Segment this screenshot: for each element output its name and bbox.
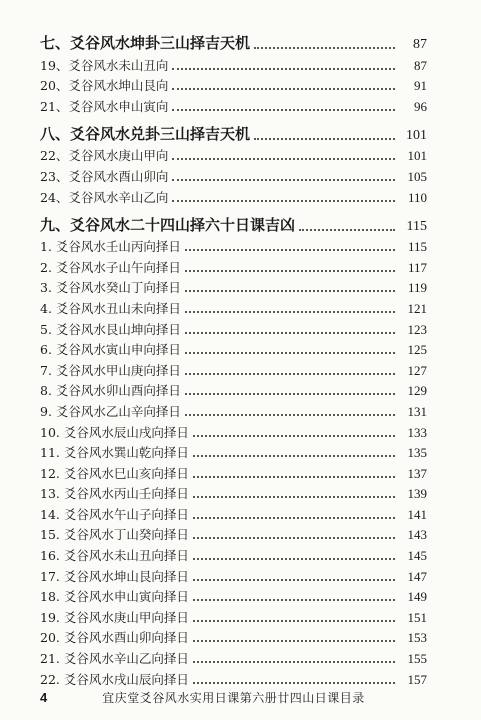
- toc-page-number: 151: [407, 609, 427, 625]
- toc-label: 16. 爻谷风水未山丑向择日: [40, 548, 189, 564]
- toc-page-number: 91: [414, 78, 427, 94]
- toc-page-number: 143: [407, 527, 427, 543]
- toc-label: 22、爻谷风水庚山甲向: [40, 148, 169, 164]
- dot-leader: [172, 179, 395, 181]
- toc-entry[interactable]: [40, 379, 427, 400]
- toc-label: 七、爻谷风水坤卦三山择吉天机: [40, 34, 251, 52]
- toc-page-number: 153: [407, 630, 427, 646]
- toc-label: 7. 爻谷风水甲山庚向择日: [40, 362, 181, 378]
- dot-leader: [185, 373, 395, 375]
- toc-label: 22. 爻谷风水戌山辰向择日: [40, 671, 189, 687]
- dot-leader: [172, 109, 395, 111]
- dot-leader: [185, 352, 395, 354]
- toc-label: 3. 爻谷风水癸山丁向择日: [40, 280, 181, 296]
- toc-label: 13. 爻谷风水丙山壬向择日: [40, 486, 189, 502]
- toc-label: 9. 爻谷风水乙山辛向择日: [40, 403, 181, 419]
- dot-leader: [193, 599, 395, 601]
- dot-leader: [193, 620, 395, 622]
- toc-page-number: 115: [406, 218, 427, 234]
- toc-entry[interactable]: [40, 144, 427, 165]
- toc-section[interactable]: [40, 119, 427, 144]
- toc-label: 20. 爻谷风水酉山卯向择日: [40, 630, 189, 646]
- dot-leader: [193, 640, 395, 642]
- page-number: 4: [40, 690, 48, 705]
- toc-page-number: 127: [407, 362, 427, 378]
- toc-entry[interactable]: [40, 164, 427, 185]
- toc-page-number: 147: [407, 568, 427, 584]
- toc-label: 2. 爻谷风水子山午向择日: [40, 259, 181, 275]
- toc-entry[interactable]: [40, 255, 427, 276]
- dot-leader: [172, 200, 395, 202]
- toc-entry[interactable]: [40, 585, 427, 606]
- toc-page-number: 155: [407, 651, 427, 667]
- toc-label: 6. 爻谷风水寅山申向择日: [40, 342, 181, 358]
- toc-entry[interactable]: [40, 543, 427, 564]
- toc-entry[interactable]: [40, 564, 427, 585]
- toc-label: 10. 爻谷风水辰山戌向择日: [40, 424, 189, 440]
- toc-entry[interactable]: [40, 605, 427, 626]
- toc-page-number: 141: [407, 506, 427, 522]
- toc-entry[interactable]: [40, 646, 427, 667]
- toc-label: 11. 爻谷风水巽山乾向择日: [40, 445, 189, 461]
- dot-leader: [193, 579, 395, 581]
- dot-leader: [172, 68, 395, 70]
- toc-section[interactable]: [40, 210, 427, 235]
- toc-label: 21. 爻谷风水辛山乙向择日: [40, 651, 189, 667]
- dot-leader: [193, 537, 395, 539]
- toc-page-number: 121: [407, 300, 427, 316]
- toc-label: 12. 爻谷风水巳山亥向择日: [40, 465, 189, 481]
- toc-page-number: 129: [407, 383, 427, 399]
- toc-page-number: 87: [413, 37, 427, 52]
- toc-entry[interactable]: [40, 317, 427, 338]
- toc-entry[interactable]: [40, 441, 427, 462]
- dot-leader: [254, 138, 395, 140]
- toc-page-number: 101: [407, 148, 427, 164]
- toc-page-number: 139: [407, 486, 427, 502]
- toc-page-number: 145: [407, 548, 427, 564]
- toc-label: 21、爻谷风水申山寅向: [40, 98, 169, 114]
- dot-leader: [193, 455, 395, 457]
- toc-label: 14. 爻谷风水午山子向择日: [40, 506, 189, 522]
- toc-entry[interactable]: [40, 667, 427, 688]
- toc-label: 18. 爻谷风水申山寅向择日: [40, 589, 189, 605]
- toc-label: 4. 爻谷风水丑山未向择日: [40, 300, 181, 316]
- dot-leader: [185, 290, 395, 292]
- dot-leader: [185, 332, 395, 334]
- toc-label: 8. 爻谷风水卯山酉向择日: [40, 383, 181, 399]
- toc-entry[interactable]: [40, 626, 427, 647]
- toc-label: 17. 爻谷风水坤山艮向择日: [40, 568, 189, 584]
- toc-entry[interactable]: [40, 53, 427, 74]
- toc-page-number: 96: [414, 98, 427, 114]
- toc-entry[interactable]: [40, 94, 427, 115]
- toc-entry[interactable]: [40, 482, 427, 503]
- toc-page-number: 117: [407, 259, 427, 275]
- toc-section[interactable]: [40, 28, 427, 53]
- page-footer: [40, 689, 427, 706]
- toc-page-number: 149: [407, 589, 427, 605]
- footer-title: 宜庆堂爻谷风水实用日课第六册廿四山日课目录: [102, 691, 365, 705]
- dot-leader: [193, 558, 395, 560]
- toc-page-number: 123: [407, 321, 427, 337]
- toc-page-number: 157: [407, 671, 427, 687]
- toc-label: 24、爻谷风水辛山乙向: [40, 189, 169, 205]
- dot-leader: [193, 476, 395, 478]
- toc-page-number: 105: [407, 168, 427, 184]
- dot-leader: [172, 88, 395, 90]
- toc-page-number: 101: [406, 127, 427, 143]
- toc-label: 1. 爻谷风水壬山丙向择日: [40, 239, 181, 255]
- dot-leader: [185, 393, 395, 395]
- toc-entry[interactable]: [40, 74, 427, 95]
- toc-entry[interactable]: [40, 338, 427, 359]
- toc-label: 20、爻谷风水坤山艮向: [40, 78, 169, 94]
- dot-leader: [172, 158, 395, 160]
- toc-entry[interactable]: [40, 502, 427, 523]
- table-of-contents: [40, 28, 427, 688]
- toc-entry[interactable]: [40, 523, 427, 544]
- dot-leader: [185, 270, 395, 272]
- dot-leader: [193, 517, 395, 519]
- dot-leader: [254, 47, 395, 49]
- dot-leader: [193, 496, 395, 498]
- toc-entry[interactable]: [40, 296, 427, 317]
- dot-leader: [185, 311, 395, 313]
- toc-page-number: 137: [407, 465, 427, 481]
- toc-entry[interactable]: [40, 276, 427, 297]
- toc-label: 八、爻谷风水兑卦三山择吉天机: [40, 124, 251, 143]
- toc-entry[interactable]: [40, 461, 427, 482]
- toc-page-number: 131: [407, 403, 427, 419]
- toc-entry[interactable]: [40, 399, 427, 420]
- toc-page-number: 110: [407, 189, 427, 205]
- toc-page-number: 125: [407, 342, 427, 358]
- dot-leader: [185, 414, 395, 416]
- toc-entry[interactable]: [40, 420, 427, 441]
- toc-page-number: 133: [407, 424, 427, 440]
- toc-label: 19. 爻谷风水庚山甲向择日: [40, 609, 189, 625]
- toc-label: 15. 爻谷风水丁山癸向择日: [40, 527, 189, 543]
- dot-leader: [193, 435, 395, 437]
- dot-leader: [193, 682, 395, 684]
- dot-leader: [299, 229, 395, 231]
- toc-entry[interactable]: [40, 235, 427, 256]
- toc-label: 19、爻谷风水未山丑向: [40, 57, 169, 73]
- toc-label: 23、爻谷风水酉山卯向: [40, 168, 169, 184]
- toc-entry[interactable]: [40, 185, 427, 206]
- toc-label: 5. 爻谷风水艮山坤向择日: [40, 321, 181, 337]
- toc-label: 九、爻谷风水二十四山择六十日课吉凶: [40, 215, 296, 234]
- toc-entry[interactable]: [40, 358, 427, 379]
- toc-page-number: 135: [407, 445, 427, 461]
- toc-page-number: 115: [407, 239, 427, 255]
- dot-leader: [185, 249, 395, 251]
- toc-page-number: 119: [407, 280, 427, 296]
- dot-leader: [193, 661, 395, 663]
- toc-page-number: 87: [414, 57, 427, 73]
